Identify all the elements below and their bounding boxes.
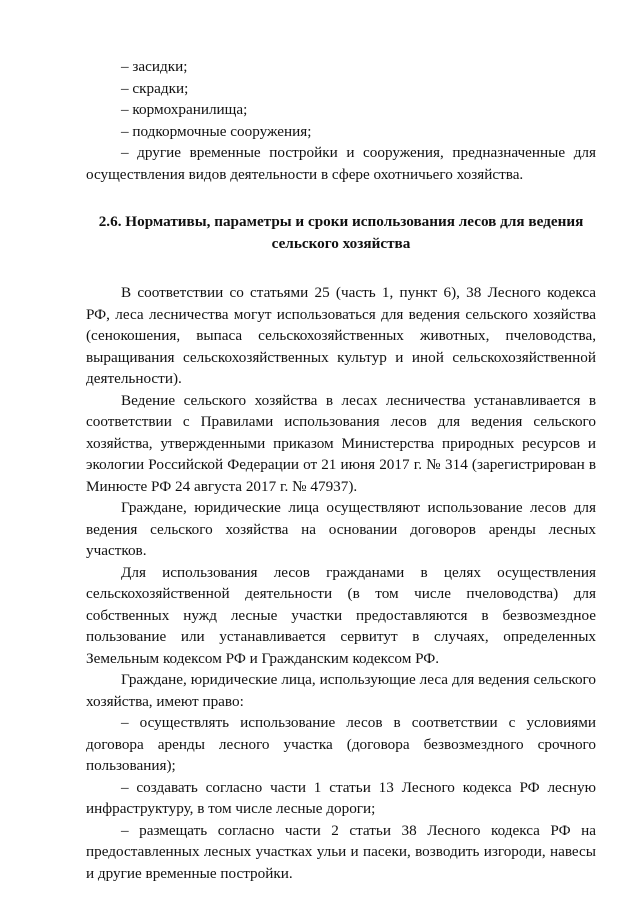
rights-item-lease-use: – осуществлять использование лесов в соответствии с условиями договора аренды лесного участка (договора безвозмездного срочного пользования);	[86, 714, 596, 774]
list-item-drugie-postroiki: – другие временные постройки и сооружения, предназначенные для осуществления видов деятельности в сфере охотничьего хозяйства.	[86, 144, 596, 183]
rights-item-infrastructure: – создавать согласно части 1 статьи 13 Лесного кодекса РФ лесную инфраструктуру, в том числе лесные дороги;	[86, 778, 596, 817]
list-item-skradki: – скрадки;	[121, 79, 189, 97]
list-item-kormohranilishcha: – кормохранилища;	[121, 101, 248, 118]
paragraph-free-use: Для использования лесов гражданами в целях осуществления сельскохозяйственной деятельности (в том числе пчеловодства) для собственных нужд лесные участки предоставляются в безвозмездное пользование или устанавливается сервитут в случаях, определенных Земельным кодексом РФ и Гражданским кодексом РФ.	[86, 563, 596, 667]
paragraph-rights-intro: Граждане, юридические лица, использующие леса для ведения сельского хозяйства, имеют право:	[86, 671, 596, 710]
list-item-podkormochnye: – подкормочные сооружения;	[121, 122, 312, 140]
paragraph-statutes: В соответствии со статьями 25 (часть 1, пункт 6), 38 Лесного кодекса РФ, леса лесничества могут использоваться для ведения сельского хозяйства (сенокошения, выпаса сельскохозяйственных животных, пчеловодства, выращивания сельскохозяйственных культур и иной сельскохозяйственной деятельности).	[86, 284, 596, 387]
section-heading: 2.6. Нормативы, параметры и сроки использования лесов для ведения сельского хозяйства	[98, 213, 584, 252]
document-page	[86, 56, 596, 884]
paragraph-rules: Ведение сельского хозяйства в лесах лесничества устанавливается в соответствии с Правилами использования лесов для ведения сельского хозяйства, утвержденными приказом Министерства природных ресурсов и экологии Российской Федерации от 21 июня 2017 г. № 314 (зарегистрирован в Минюсте РФ 24 августа 2017 г. № 47937).	[86, 391, 596, 495]
rights-item-apiaries: – размещать согласно части 2 статьи 38 Лесного кодекса РФ на предоставленных лесных участках ульи и пасеки, возводить изгороди, навесы и другие временные постройки.	[86, 821, 596, 882]
paragraph-lease: Граждане, юридические лица осуществляют использование лесов для ведения сельского хозяйства на основании договоров аренды лесных участков.	[86, 499, 596, 559]
list-item-zasidki: – засидки;	[121, 58, 188, 75]
